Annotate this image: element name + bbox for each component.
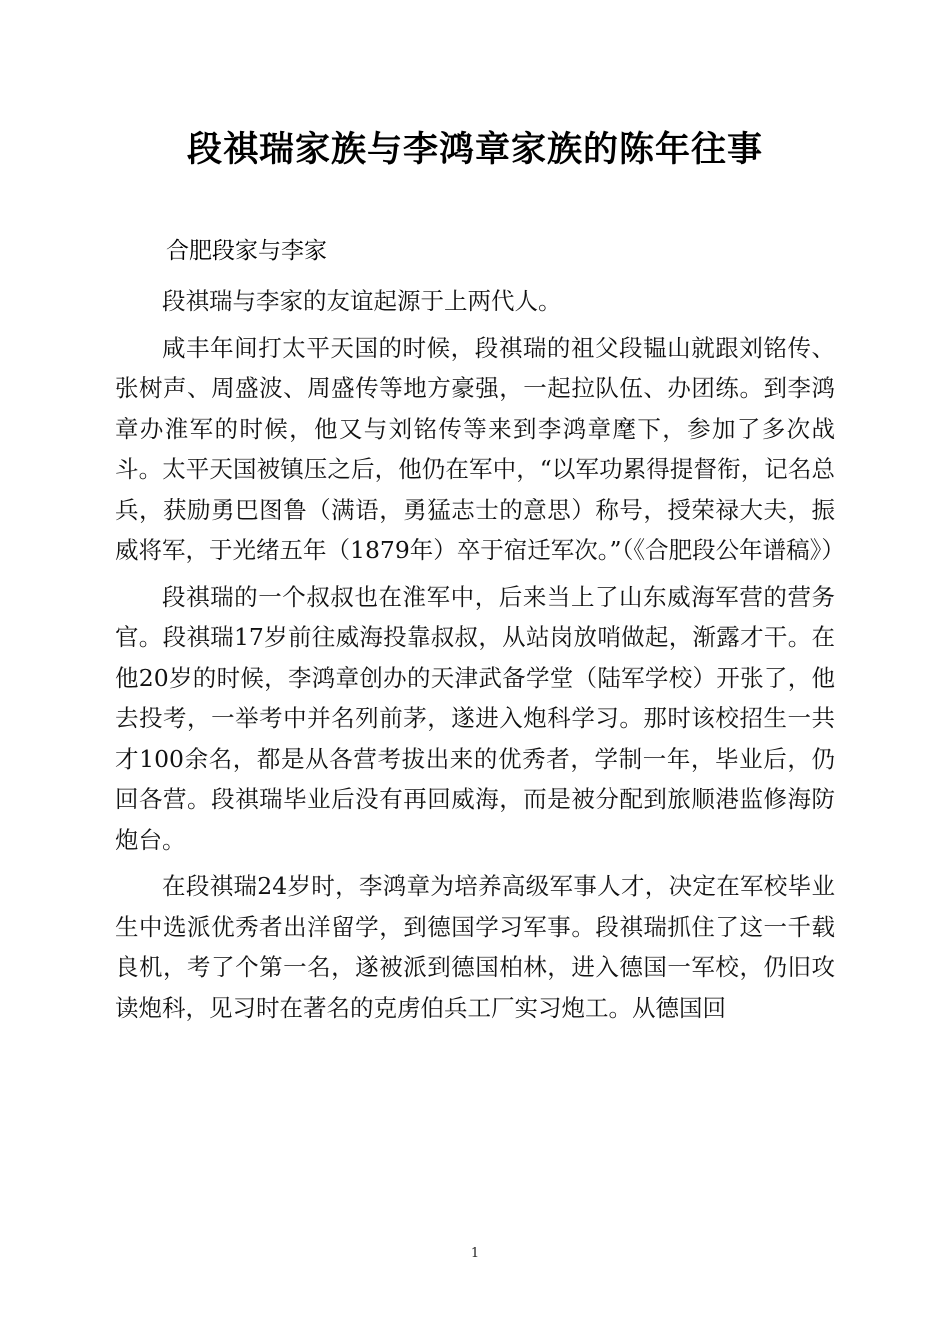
section-heading: 合肥段家与李家 [166,238,327,264]
paragraph: 段祺瑞的一个叔叔也在淮军中，后来当上了山东威海军营的营务官。段祺瑞17岁前往威海投靠叔叔，从站岗放哨做起，渐露才干。在他20岁的时候，李鸿章创办的天津武备学堂（陆军学校）开张了，他去投考，一举考中并名列前茅，遂进入炮科学习。那时该校招生一共才100余名，都是从各营考拔出来的优秀者，学制一年，毕业后，仍回各营。段祺瑞毕业后没有再回威海，而是被分配到旅顺港监修海防炮台。 [115,582,835,854]
paragraph: 在段祺瑞24岁时，李鸿章为培养高级军事人才，决定在军校毕业生中选派优秀者出洋留学，到德国学习军事。段祺瑞抓住了这一千载良机，考了个第一名，遂被派到德国柏林，进入德国一军校，仍旧攻读炮科，见习时在著名的克虏伯兵工厂实习炮工。从德国回 [115,872,835,1022]
paragraph: 段祺瑞与李家的友谊起源于上两代人。 [162,287,562,315]
page-number: 1 [470,1246,480,1261]
document-title: 段祺瑞家族与李鸿章家族的陈年往事 [186,129,763,170]
paragraph: 咸丰年间打太平天国的时候，段祺瑞的祖父段韫山就跟刘铭传、张树声、周盛波、周盛传等地方豪强，一起拉队伍、办团练。到李鸿章办淮军的时候，他又与刘铭传等来到李鸿章麾下，参加了多次战斗。太平天国被镇压之后，他仍在军中，“以军功累得提督衔，记名总兵，获励勇巴图鲁（满语，勇猛志士的意思）称号，授荣禄大夫，振威将军，于光绪五年（1879年）卒于宿迁军次。”（《合肥段公年谱稿》） [115,333,845,564]
body-text [115,281,845,1028]
